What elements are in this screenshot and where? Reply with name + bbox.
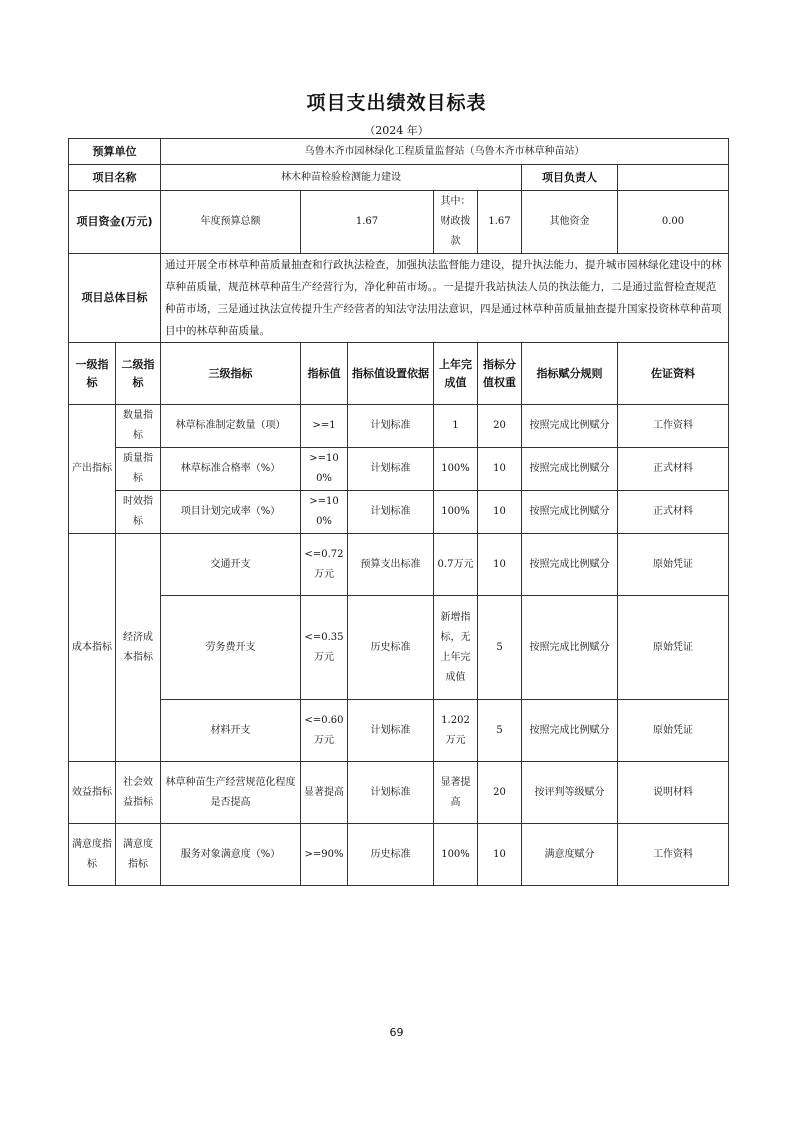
indicator-name: 林草种苗生产经营规范化程度是否提高 [161,762,301,824]
indicator-value: >=1 [301,405,348,448]
group-cost: 成本指标 [69,534,116,762]
other-funds-label: 其他资金 [522,191,618,254]
indicator-evidence: 原始凭证 [618,596,729,700]
fiscal-value: 1.67 [478,191,522,254]
header-level3: 三级指标 [161,343,301,405]
indicator-value: <=0.35万元 [301,596,348,700]
indicator-last: 显著提高 [434,762,478,824]
indicator-last: 0.7万元 [434,534,478,596]
year-label: （2024 年） [364,124,429,137]
other-funds-value: 0.00 [618,191,729,254]
indicator-rule: 按照完成比例赋分 [522,534,618,596]
performance-table [68,138,729,886]
table-row [69,491,729,534]
table-row [69,700,729,762]
indicator-name: 材料开支 [161,700,301,762]
indicator-basis: 计划标准 [348,700,434,762]
indicator-last: 1 [434,405,478,448]
indicator-evidence: 说明材料 [618,762,729,824]
header-basis: 指标值设置依据 [348,343,434,405]
header-value: 指标值 [301,343,348,405]
indicator-value: >=100% [301,491,348,534]
indicator-basis: 计划标准 [348,448,434,491]
group-output: 产出指标 [69,405,116,534]
indicator-weight: 10 [478,534,522,596]
project-leader-value [618,165,729,191]
indicator-value: <=0.60万元 [301,700,348,762]
indicator-last: 100% [434,824,478,886]
subgroup-social: 社会效益指标 [116,762,161,824]
indicator-value: 显著提高 [301,762,348,824]
project-leader-label: 项目负责人 [522,165,618,191]
annual-budget-label: 年度预算总额 [161,191,301,254]
fiscal-label: 其中：财政拨款 [434,191,478,254]
header-last-year: 上年完成值 [434,343,478,405]
indicator-rule: 满意度赋分 [522,824,618,886]
budget-unit-label: 预算单位 [69,139,161,165]
indicator-value: >=100% [301,448,348,491]
header-level2: 二级指标 [116,343,161,405]
indicator-weight: 10 [478,448,522,491]
subgroup-quality: 质量指标 [116,448,161,491]
page-number: 69 [389,1026,404,1039]
table-row [69,762,729,824]
header-evidence: 佐证资料 [618,343,729,405]
indicator-rule: 按照完成比例赋分 [522,700,618,762]
indicator-last: 100% [434,448,478,491]
indicator-last: 100% [434,491,478,534]
indicator-basis: 计划标准 [348,405,434,448]
indicator-name: 劳务费开支 [161,596,301,700]
indicator-rule: 按评判等级赋分 [522,762,618,824]
page-title: 项目支出绩效目标表 [306,92,487,114]
subgroup-satisfaction: 满意度指标 [116,824,161,886]
funds-label: 项目资金(万元) [69,191,161,254]
subgroup-quantity: 数量指标 [116,405,161,448]
indicator-evidence: 工作资料 [618,824,729,886]
annual-budget-value: 1.67 [301,191,434,254]
indicator-basis: 历史标准 [348,596,434,700]
indicator-basis: 历史标准 [348,824,434,886]
table-row [69,448,729,491]
indicator-weight: 5 [478,700,522,762]
overall-goal-text: 通过开展全市林草种苗质量抽查和行政执法检查，加强执法监督能力建设，提升执法能力，提升城市园林绿化建设中的林草种苗质量，规范林草种苗生产经营行为，净化种苗市场。。一是提升我站执法人员的执法能力，二是通过监督检查规范种苗市场，三是通过执法宣传提升生产经营者的知法守法用法意识，四是通过林草种苗质量抽查提升国家投资林草种苗项目中的林草种苗质量。 [161,254,729,343]
project-name-label: 项目名称 [69,165,161,191]
indicator-rule: 按照完成比例赋分 [522,491,618,534]
indicator-last: 新增指标，无上年完成值 [434,596,478,700]
indicator-evidence: 正式材料 [618,448,729,491]
indicator-name: 项目计划完成率（%） [161,491,301,534]
indicator-value: <=0.72万元 [301,534,348,596]
indicator-weight: 20 [478,405,522,448]
indicator-basis: 预算支出标准 [348,534,434,596]
header-rule: 指标赋分规则 [522,343,618,405]
subgroup-economic: 经济成本指标 [116,534,161,762]
indicator-last: 1.202万元 [434,700,478,762]
indicator-evidence: 正式材料 [618,491,729,534]
table-row [69,596,729,700]
indicator-weight: 20 [478,762,522,824]
project-name-value: 林木种苗检验检测能力建设 [161,165,522,191]
indicator-evidence: 工作资料 [618,405,729,448]
table-row [69,405,729,448]
indicator-weight: 10 [478,491,522,534]
budget-unit-value: 乌鲁木齐市园林绿化工程质量监督站（乌鲁木齐市林草种苗站） [161,139,729,165]
indicator-rule: 按照完成比例赋分 [522,596,618,700]
group-satisfaction: 满意度指标 [69,824,116,886]
header-weight: 指标分值权重 [478,343,522,405]
indicator-rule: 按照完成比例赋分 [522,405,618,448]
indicator-weight: 5 [478,596,522,700]
indicator-evidence: 原始凭证 [618,534,729,596]
indicator-name: 服务对象满意度（%） [161,824,301,886]
indicator-name: 林草标准合格率（%） [161,448,301,491]
subgroup-time: 时效指标 [116,491,161,534]
indicator-name: 林草标准制定数量（项） [161,405,301,448]
indicator-weight: 10 [478,824,522,886]
table-row [69,534,729,596]
group-benefit: 效益指标 [69,762,116,824]
indicator-value: >=90% [301,824,348,886]
indicator-basis: 计划标准 [348,762,434,824]
indicator-name: 交通开支 [161,534,301,596]
indicator-rule: 按照完成比例赋分 [522,448,618,491]
header-level1: 一级指标 [69,343,116,405]
table-row [69,824,729,886]
overall-goal-label: 项目总体目标 [69,254,161,343]
indicator-basis: 计划标准 [348,491,434,534]
indicator-evidence: 原始凭证 [618,700,729,762]
